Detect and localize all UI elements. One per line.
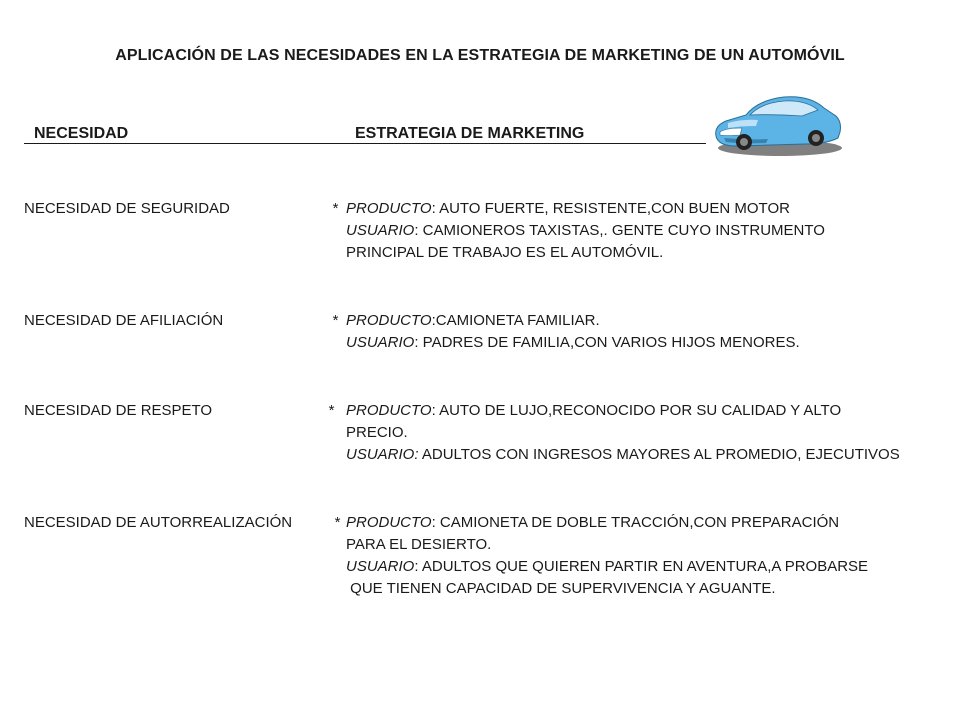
user-text-cont: PRINCIPAL DE TRABAJO ES EL AUTOMÓVIL. <box>346 244 664 261</box>
strategy-text <box>332 198 825 264</box>
product-text: :CAMIONETA FAMILIAR. <box>431 312 600 329</box>
product-label: PRODUCTO <box>346 514 432 531</box>
user-text: : PADRES DE FAMILIA,CON VARIOS HIJOS MENORES. <box>414 334 800 351</box>
product-text-cont: PARA EL DESIERTO. <box>346 536 492 553</box>
user-text: : CAMIONEROS TAXISTAS,. GENTE CUYO INSTRUMENTO <box>414 222 825 239</box>
strategy-text <box>328 400 900 466</box>
strategy-text <box>332 310 800 354</box>
user-text-cont: QUE TIENEN CAPACIDAD DE SUPERVIVENCIA Y AGUANTE. <box>346 580 776 597</box>
user-text: ADULTOS CON INGRESOS MAYORES AL PROMEDIO, EJECUTIVOS <box>418 446 900 463</box>
bullet: * <box>328 402 334 419</box>
car-illustration <box>706 88 844 158</box>
need-label: NECESIDAD DE SEGURIDAD <box>24 200 230 217</box>
strategy-text <box>334 512 868 600</box>
bullet: * <box>332 200 338 217</box>
user-label: USUARIO <box>346 334 415 351</box>
header-strategy: ESTRATEGIA DE MARKETING <box>351 124 706 144</box>
product-label: PRODUCTO <box>346 402 432 419</box>
header-need: NECESIDAD <box>24 124 351 144</box>
slide-title: APLICACIÓN DE LAS NECESIDADES EN LA ESTRATEGIA DE MARKETING DE UN AUTOMÓVIL <box>115 47 845 64</box>
product-label: PRODUCTO <box>346 200 432 217</box>
product-text-cont: PRECIO. <box>346 424 408 441</box>
need-label: NECESIDAD DE AFILIACIÓN <box>24 312 224 329</box>
user-label: USUARIO <box>346 558 415 575</box>
product-text: : CAMIONETA DE DOBLE TRACCIÓN,CON PREPARACIÓN <box>431 514 840 531</box>
bullet: * <box>334 514 340 531</box>
bullet: * <box>332 312 338 329</box>
user-label: USUARIO: <box>346 446 419 463</box>
product-text: : AUTO FUERTE, RESISTENTE,CON BUEN MOTOR <box>431 200 790 217</box>
user-label: USUARIO <box>346 222 415 239</box>
product-label: PRODUCTO <box>346 312 432 329</box>
need-label: NECESIDAD DE AUTORREALIZACIÓN <box>24 514 293 531</box>
need-label: NECESIDAD DE RESPETO <box>24 402 213 419</box>
user-text: : ADULTOS QUE QUIEREN PARTIR EN AVENTURA,A PROBARSE <box>414 558 869 575</box>
product-text: : AUTO DE LUJO,RECONOCIDO POR SU CALIDAD Y ALTO <box>431 402 842 419</box>
